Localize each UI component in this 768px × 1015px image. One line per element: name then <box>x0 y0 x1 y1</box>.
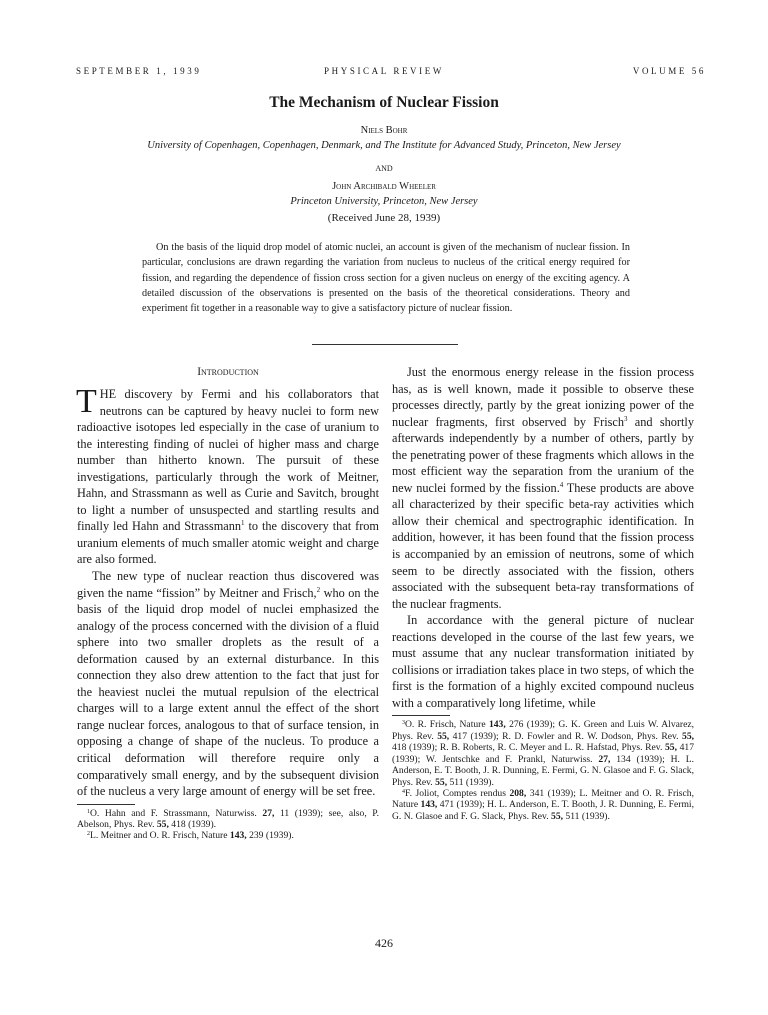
column-right <box>392 364 694 822</box>
footnote-number: 4 <box>402 788 405 795</box>
paragraph-text: and shortly afterwards independently by a number of others, partly by the penetrating power of these fragments which allows in the most efficient way the separation from the uranium of the new nuclei formed by the fission. <box>392 414 694 495</box>
footnote-rule <box>77 804 135 805</box>
author-separator: AND <box>375 164 393 173</box>
column-left <box>76 383 379 842</box>
paragraph: In accordance with the general picture of nuclear reactions developed in the course of the last few years, we must assume that any nuclear transformation initiated by collisions or irradiation takes place in two steps, of which the first is the formation of a highly excited compound nucleus with a comparatively long lifetime, while <box>392 613 694 710</box>
footnote: $^2$L. Meitner and O. R. Frisch, Nature 143, 239 (1939). <box>87 830 294 842</box>
author-name: Niels Bohr <box>360 125 408 136</box>
footnote: $^3$O. R. Frisch, Nature 143, 276 (1939); G. K. Green and Luis W. Alvarez, Phys. Rev. 55, 417 (1939); R. D. Fowler and R. W. Dodson, Phys. Rev. 55, 418 (1939); R. B. Roberts, R. C. Meyer and L. R. Hafstad, Phys. Rev. 55, 417 (1939); W. Jentschke and F. Prankl, Naturwiss. 27, 134 (1939); H. L. Anderson, E. T. Booth, J. R. Dunning, E. Fermi, G. N. Glasoe and F. G. Slack, Phys. Rev. 55, 511 (1939). <box>392 719 695 788</box>
received-date: (Received June 28, 1939) <box>327 212 441 224</box>
drop-cap: T <box>76 383 97 420</box>
footnote-ref[interactable]: 4 <box>559 480 564 489</box>
page-number: 426 <box>375 936 393 950</box>
paragraph-text: Just the enormous energy release in the fission process has, as is well known, made it possible to observe these processes directly, partly by the great ionizing power of the nuclear fragments, first observed by Frisch <box>392 365 694 429</box>
footnote-number: 3 <box>402 720 405 727</box>
author-affiliation: University of Copenhagen, Copenhagen, Denmark, and The Institute for Advanced Study, Princeton, New Jersey <box>147 140 621 151</box>
footnote: $^1$O. Hahn and F. Strassmann, Naturwiss. 27, 11 (1939); see, also, P. Abelson, Phys. Rev. 55, 418 (1939). <box>77 807 379 831</box>
footnote: $^4$F. Joliot, Comptes rendus 208, 341 (1939); L. Meitner and O. R. Frisch, Nature 143, 471 (1939); H. L. Anderson, E. T. Booth, J. R. Dunning, E. Fermi, G. N. Glasoe and F. G. Slack, Phys. Rev. 55, 511 (1939). <box>392 787 694 822</box>
running-head-date: SEPTEMBER 1, 1939 <box>76 66 202 76</box>
paper-title: The Mechanism of Nuclear Fission <box>269 94 499 111</box>
section-heading-introduction: Introduction <box>197 366 259 378</box>
paragraph-text: HE discovery by Fermi and his collaborators that neutrons can be captured by heavy nuclei to form new radioactive isotopes led especially in the case of uranium to the interesting finding of nuclei of higher mass and charge number than hitherto known. The pursuit of these investigations, particularly through the work of Meitner, Hahn, and Strassmann as well as Curie and Savitch, brought to light a number of unsuspected and startling results and finally led Hahn and Strassmann <box>77 387 379 534</box>
author-name: John Archibald Wheeler <box>332 181 436 192</box>
abstract: On the basis of the liquid drop model of atomic nuclei, an account is given of the mechanism of nuclear fission. In particular, conclusions are drawn regarding the variation from nucleus to nucleus of the critical energy required for fission, and regarding the dependence of fission cross section for a given nucleus on energy of the exciting agency. A detailed discussion of the observations is presented on the basis of the theoretical considerations. Theory and experiment fit together in a reasonable way to give a satisfactory picture of nuclear fission. <box>142 242 630 315</box>
footnote-number: 1 <box>87 808 90 815</box>
author-affiliation: Princeton University, Princeton, New Jersey <box>290 196 478 207</box>
paragraph <box>77 568 379 800</box>
running-head-volume: VOLUME 56 <box>632 66 706 76</box>
footnote-ref[interactable]: 1 <box>241 519 245 528</box>
footnotes-left <box>77 808 379 842</box>
paragraph-text: The new type of nuclear reaction thus discovered was given the name “fission” by Meitner and Frisch, <box>77 569 379 600</box>
footnote-number: 2 <box>87 831 90 838</box>
paragraph-text: These products are above all characterized by their specific beta-ray activities which allow their chemical and spectrographic identification. In addition, however, it has been found that the fission process is accompanied by an emission of neutrons, some of which seem to be directly associated with the fission, others associated with the subsequent beta-ray transformations of the nuclear fragments. <box>392 480 694 611</box>
footnote-ref[interactable]: 2 <box>316 585 321 594</box>
paragraph-text: who on the basis of the liquid drop model of nuclei emphasized the analogy of the process concerned with the division of a fluid sphere into two smaller droplets as the result of a deformation caused by an external disturbance. In this connection they also drew attention to the fact that just for the heaviest nuclei the mutual repulsion of the electrical charges will to a large extent annul the effect of the short range nuclear forces, analogous to that of surface tension, in opposing a change of shape of the nucleus. To produce a critical deformation will therefore require only a comparatively small energy, and by the subsequent division of the nucleus a very large amount of energy will be set free. <box>77 585 379 799</box>
footnote-rule <box>392 715 450 716</box>
footnotes-right <box>392 719 694 822</box>
paragraph-text: to the discovery that from uranium elements of much smaller atomic weight and charge are also formed. <box>77 519 379 567</box>
footnote-ref[interactable]: 3 <box>624 414 628 423</box>
running-head-journal: PHYSICAL REVIEW <box>324 66 444 76</box>
paragraph <box>76 383 379 568</box>
abstract-separator-rule <box>312 344 458 345</box>
paragraph <box>392 364 694 612</box>
